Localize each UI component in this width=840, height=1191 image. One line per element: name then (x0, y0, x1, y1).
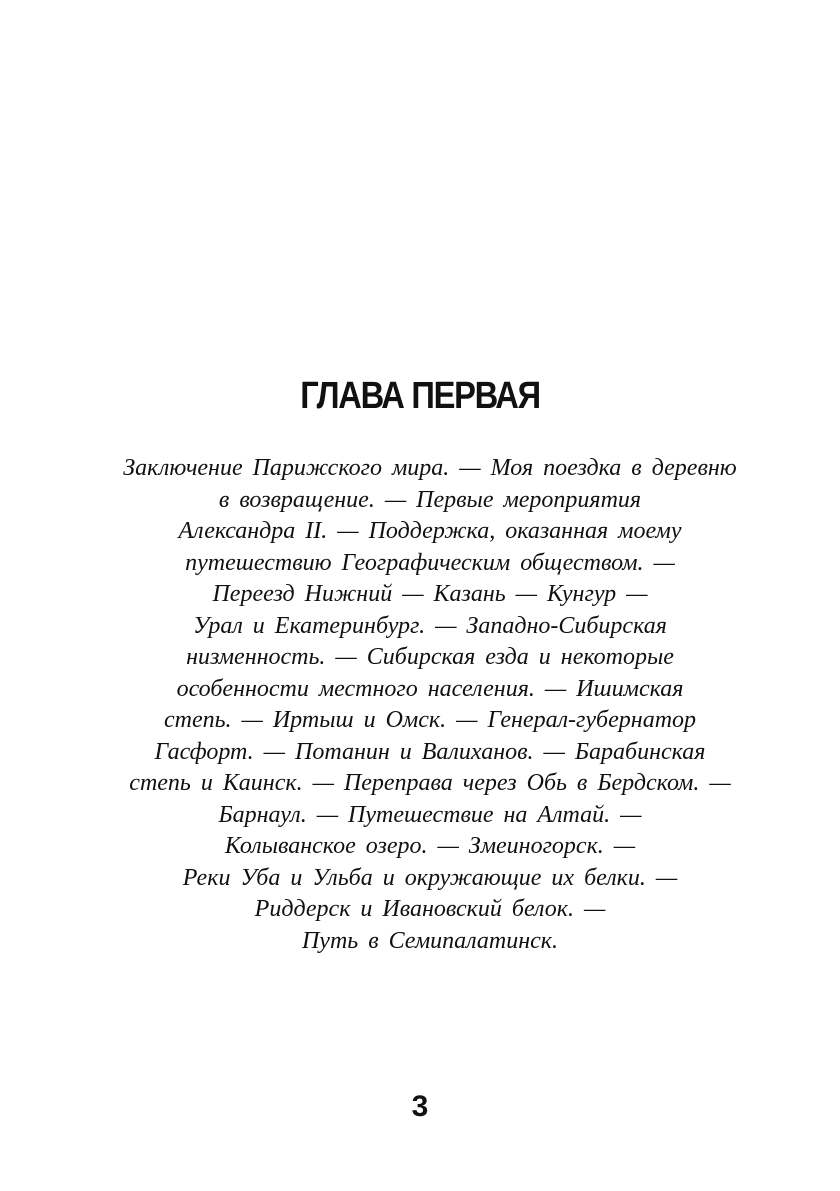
page-number: 3 (411, 1090, 429, 1123)
chapter-title: ГЛАВА ПЕРВАЯ (300, 375, 540, 417)
summary-line: Переезд Нижний — Казань — Кунгур — (212, 581, 648, 607)
summary-line: Урал и Екатеринбург. — Западно-Сибирская (193, 612, 667, 639)
summary-line: Реки Уба и Ульба и окружающие их белки. — (182, 864, 678, 891)
summary-line: Колыванское озеро. — Змеиногорск. — (224, 833, 636, 859)
summary-line: в возвращение. — Первые мероприятия (218, 486, 642, 513)
summary-line: путешествию Географическим обществом. — (185, 549, 675, 576)
summary-line: Заключение Парижского мира. — Моя поездка в деревню (123, 455, 737, 481)
summary-line: Путь в Семипалатинск. (301, 927, 559, 954)
summary-line: степь и Каинск. — Переправа через Обь в Бердском. — (129, 770, 731, 796)
chapter-summary (120, 453, 740, 957)
summary-line: Барнаул. — Путешествие на Алтай. — (218, 801, 642, 828)
summary-line: Риддерск и Ивановский белок. — (254, 896, 606, 922)
summary-line: низменность. — Сибирская езда и некоторые (186, 644, 674, 670)
summary-line: Гасфорт. — Потанин и Валиханов. — Барабинская (154, 738, 706, 765)
summary-line: особенности местного населения. — Ишимская (176, 675, 684, 702)
summary-line: степь. — Иртыш и Омск. — Генерал-губернатор (163, 707, 697, 733)
summary-line: Александра II. — Поддержка, оказанная моему (178, 518, 682, 544)
